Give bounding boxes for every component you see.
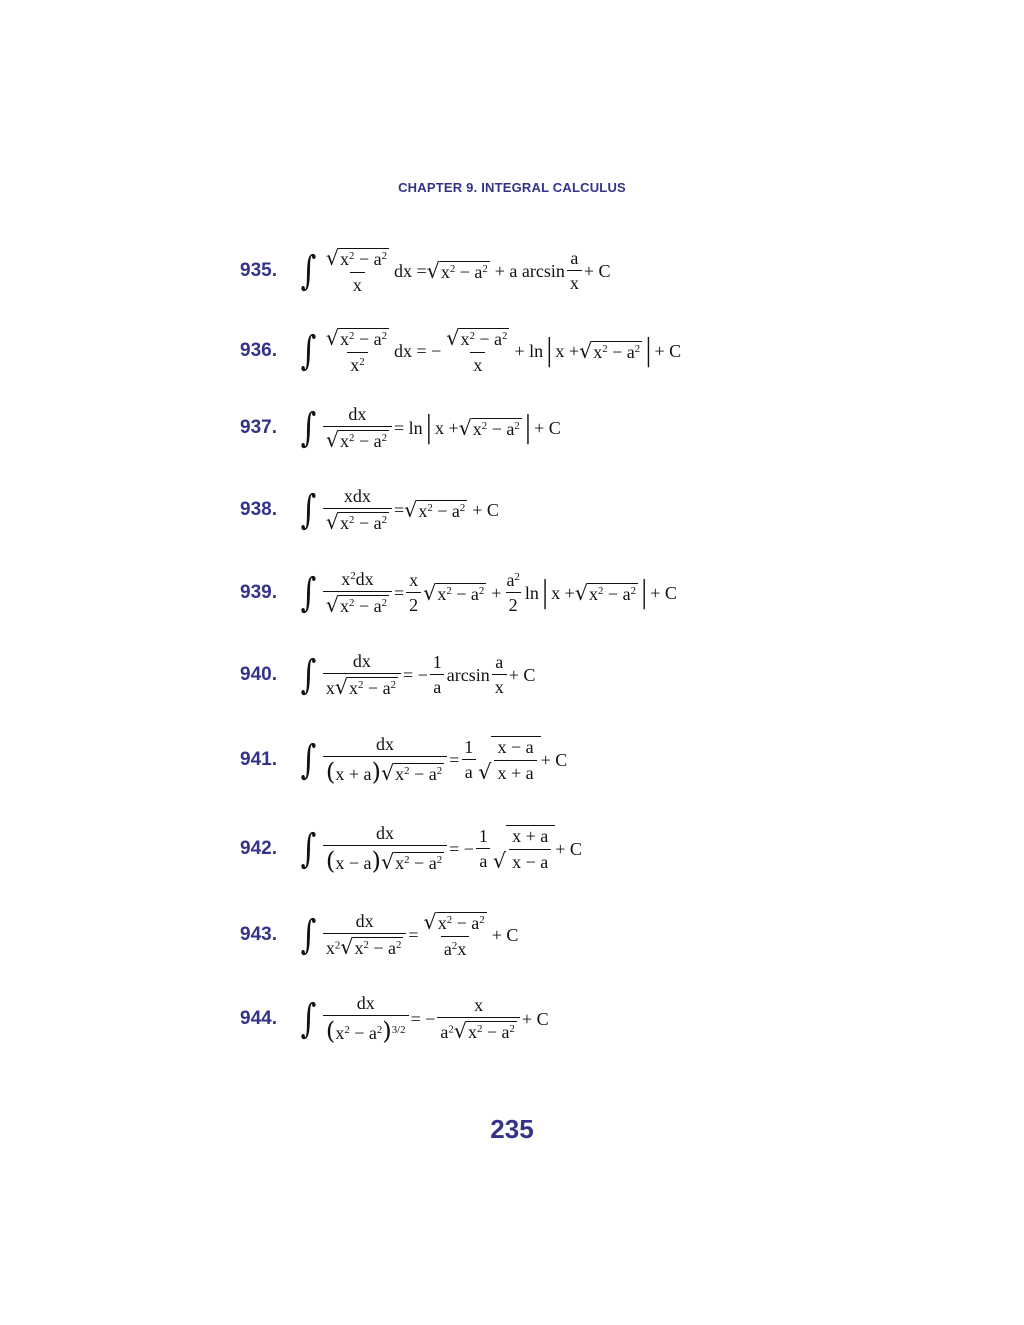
formula-number: 938. — [240, 498, 277, 520]
formula-937 — [240, 405, 800, 451]
formula-942 — [240, 824, 800, 873]
formula-number: 936. — [240, 339, 277, 361]
formula-number: 940. — [240, 663, 277, 685]
formula-943 — [240, 912, 800, 958]
formula-number: 943. — [240, 923, 277, 945]
formula-expression: ∫ $\frac{dx}{(x^2 - a^2)^{3/2}}$ = − x $a^2$ √ $x^2 - a^2$ + C — [300, 993, 549, 1045]
formula-number: 935. — [240, 259, 277, 281]
formula-944 — [240, 994, 800, 1043]
formula-939 — [240, 570, 800, 616]
formula-expression: ∫ dx (x + a) √ $x^2 - a^2$ = $\frac{1}{a}$ √ $\frac{x - a}{x + a}$ + C — [300, 734, 568, 786]
formula-expression: ∫ dx (x − a) √ $x^2 - a^2$ = − $\frac{1}{a}$ √ $\frac{x + a}{x - a}$ + C — [300, 823, 582, 875]
formula-number: 941. — [240, 748, 277, 770]
formula-number: 939. — [240, 581, 277, 603]
page-number: 235 — [490, 1114, 534, 1144]
formula-expression: ∫ $x^2dx$ √ $x^2 - a^2$ = $\frac{x}{2}$ √ $x^2 - a^2$ + $\frac{a^2}{2}$ ln | x + √ $x^2 - a^2$ | + C — [300, 569, 677, 618]
formula-expression: ∫ xdx √ $x^2 - a^2$ = √ $x^2 - a^2$ + C — [300, 486, 499, 535]
formula-expression: ∫ √ $x^2 - a^2$ x dx = √ $x^2 - a^2$ + a arcsin $\frac{a}{x}$ + C — [300, 246, 611, 295]
formula-expression: ∫ dx $x^2$ √ $x^2 - a^2$ = √ $x^2 - a^2$ $a^2x$ + C — [300, 910, 519, 960]
formula-938 — [240, 487, 800, 533]
formula-expression: ∫ √ $x^2 - a^2$ $x^2$ dx = − √ $x^2 - a^2$ x + ln | x + √ $x^2 - a^2$ | + C — [300, 326, 682, 375]
formula-expression: ∫ dx √ $x^2 - a^2$ = ln | x + √ $x^2 - a^2$ | + C — [300, 404, 561, 453]
formula-941 — [240, 735, 800, 784]
chapter-header: CHAPTER 9. INTEGRAL CALCULUS — [398, 180, 626, 195]
formula-935 — [240, 248, 800, 294]
formula-number: 942. — [240, 837, 277, 859]
formula-number: 937. — [240, 416, 277, 438]
formula-940 — [240, 652, 800, 698]
formula-936 — [240, 328, 800, 374]
formula-expression: ∫ dx x √ $x^2 - a^2$ = − $\frac{1}{a}$ arcsin $\frac{a}{x}$ + C — [300, 651, 536, 700]
formula-number: 944. — [240, 1007, 277, 1029]
